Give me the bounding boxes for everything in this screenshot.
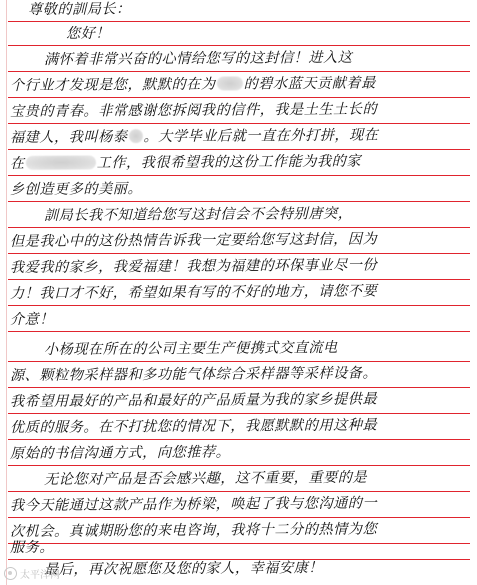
watermark-text: 太平洋网 <box>20 570 60 581</box>
paragraph-text: 但是我心中的这份热情告诉我一定要给您写这封信，因为 <box>9 231 378 251</box>
letter-line <box>8 280 470 306</box>
paragraph-text: 在 工作，我很希望我的这份工作能为我的家 <box>9 153 362 173</box>
letter-line <box>8 388 470 414</box>
letter-line <box>8 414 470 440</box>
paragraph-text: 服务。 <box>9 539 55 556</box>
margin-rule <box>6 0 7 585</box>
paragraph-text: 我今天能通过这款产品作为桥梁，唤起了我与您沟通的一 <box>9 495 378 514</box>
letter-line <box>8 124 470 150</box>
paragraph-text: 宝贵的青春。非常感谢您拆阅我的信件，我是土生土长的 <box>9 101 378 121</box>
closing-text: 最后，再次祝愿您及您的家人，幸福安康！ <box>43 560 324 578</box>
paragraph-text: 介意！ <box>9 311 55 329</box>
paragraph-text: 我爱我的家乡，我爱福建！我想为福建的环保事业尽一份 <box>9 257 378 277</box>
letter-line <box>8 20 470 46</box>
letter-line <box>8 98 470 124</box>
paragraph-text: 源、颗粒物采样器和多功能气体综合采样器等采样设备。 <box>9 365 378 385</box>
letter-line <box>8 492 470 518</box>
paragraph-text: 满怀着非常兴奋的心情给您写的这封信！进入这 <box>43 49 353 69</box>
watermark <box>4 566 60 581</box>
redacted-region <box>26 155 96 169</box>
letter-line <box>8 46 470 72</box>
letter-line <box>8 336 470 362</box>
greeting: 您好！ <box>65 25 111 43</box>
paragraph-text: 力！我口才不好，希望如果有写的不好的地方，请您不要 <box>9 283 378 303</box>
paragraph-text: 次机会。真诚期盼您的来电咨询，我将十二分的热情为您 <box>9 521 378 540</box>
paragraph-text: 无论您对产品是否会感兴趣，这不重要，重要的是 <box>43 469 368 489</box>
paragraph-text: 个行业才发现是您，默默的在为 的碧水蓝天贡献着最 <box>9 75 376 95</box>
watermark-logo-icon <box>4 567 17 580</box>
letter-line <box>8 228 470 254</box>
letter-line <box>8 254 470 280</box>
paragraph-text: 我希望用最好的产品和最好的产品质量为我的家乡提供最 <box>9 391 378 411</box>
paragraph-text: 优质的服务。在不打扰您的情况下，我愿默默的用这种最 <box>9 417 378 437</box>
letter-line <box>8 176 470 202</box>
letter-line <box>8 466 470 492</box>
letter-line <box>8 72 470 98</box>
redacted-region <box>128 129 142 143</box>
letter-line <box>8 150 470 176</box>
paragraph-text: 福建人，我叫杨泰 。大学毕业后就一直在外打拼，现在 <box>9 127 379 147</box>
paragraph-text: 小杨现在所在的公司主要生产便携式交直流电 <box>43 339 338 359</box>
paragraph-text: 乡创造更多的美丽。 <box>9 181 143 199</box>
letter-line <box>8 440 470 466</box>
redacted-region <box>217 76 243 90</box>
salutation: 尊敬的訓局长： <box>27 1 131 19</box>
ruled-line <box>8 331 470 332</box>
letter-line <box>8 362 470 388</box>
paragraph-text: 訓局长我不知道给您写这封信会不会特别唐突， <box>43 205 353 225</box>
paragraph-text: 原始的书信沟通方式，向您推荐。 <box>9 444 231 463</box>
letter-line <box>8 202 470 228</box>
letter-line-closing <box>8 556 470 582</box>
letter-line-salutation <box>8 0 470 22</box>
letter-line <box>8 306 470 332</box>
